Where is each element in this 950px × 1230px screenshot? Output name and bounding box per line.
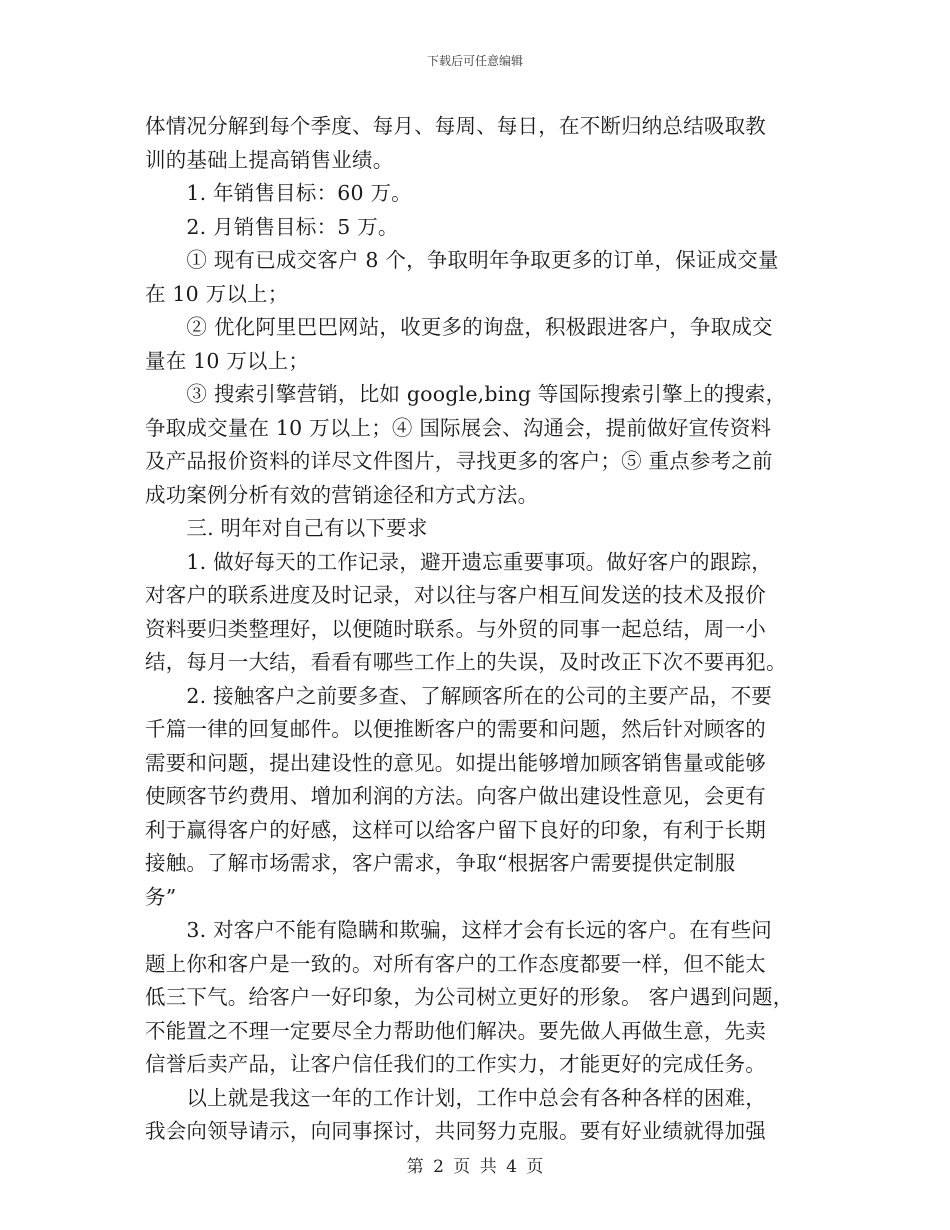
text-line: 接触。了解市场需求，客户需求，争取“根据客户需要提供定制服 <box>145 851 736 875</box>
text-line: 对客户的联系进度及时记录，对以往与客户相互间发送的技术及报价 <box>145 583 766 607</box>
text-line: ① 现有已成交客户 8 个，争取明年争取更多的订单，保证成交量 <box>145 248 779 272</box>
text-line: 成功案例分析有效的营销途径和方式方法。 <box>145 482 539 507</box>
text-line: 体情况分解到每个季度、每月、每周、每日，在不断归纳总结吸取教 <box>145 114 766 138</box>
text-line: 不能置之不理一定要尽全力帮助他们解决。要先做人再做生意，先卖 <box>145 1018 766 1043</box>
text-line: 使顾客节约费用、增加利润的方法。向客户做出建设性意见，会更有 <box>145 784 766 808</box>
text-line: 在 10 万以上； <box>145 281 289 306</box>
page-footer: 第 2 页 共 4 页 <box>406 1157 544 1177</box>
text-line: 争取成交量在 10 万以上；④ 国际展会、沟通会，提前做好宣传资料 <box>145 415 772 440</box>
text-line: 低三下气。给客户一好印象，为公司树立更好的形象。 客户遇到问题， <box>145 985 794 1009</box>
document-body <box>145 110 810 1149</box>
text-line: 我会向领导请示，向同事探讨，共同努力克服。要有好业绩就得加强 <box>145 1119 766 1143</box>
text-line: 利于赢得客户的好感，这样可以给客户留下良好的印象，有利于长期 <box>145 817 766 842</box>
text-line: 三. 明年对自己有以下要求 <box>145 516 428 540</box>
text-line: 结，每月一大结，看看有哪些工作上的失误，及时改正下次不要再犯。 <box>145 650 787 674</box>
text-line: 1. 做好每天的工作记录，避开遗忘重要事项。做好客户的跟踪， <box>145 549 772 574</box>
text-line: ② 优化阿里巴巴网站，收更多的询盘，积极跟进客户，争取成交 <box>145 315 773 339</box>
text-line: 题上你和客户是一致的。对所有客户的工作态度都要一样，但不能太 <box>145 951 766 976</box>
text-line: 训的基础上提高销售业绩。 <box>145 147 394 172</box>
text-line: 3. 对客户不能有隐瞒和欺骗，这样才会有长远的客户。在有些问 <box>145 918 772 942</box>
text-line: 1. 年销售目标：60 万。 <box>145 181 412 205</box>
text-line: 以上就是我这一年的工作计划，工作中总会有各种各样的困难， <box>145 1085 766 1110</box>
page-header: 下载后可任意编辑 <box>426 54 523 68</box>
text-line: ③ 搜索引擎营销，比如 google,bing 等国际搜索引擎上的搜索， <box>145 382 787 406</box>
text-line: 务” <box>145 884 177 909</box>
text-line: 资料要归类整理好，以便随时联系。与外贸的同事一起总结，周一小 <box>145 616 766 641</box>
text-line: 信誉后卖产品，让客户信任我们的工作实力，才能更好的完成任务。 <box>145 1052 766 1076</box>
text-line: 2. 接触客户之前要多查、了解顾客所在的公司的主要产品，不要 <box>145 683 772 708</box>
text-line: 2. 月销售目标：5 万。 <box>145 214 399 239</box>
text-line: 及产品报价资料的详尽文件图片，寻找更多的客户；⑤ 重点参考之前 <box>145 449 773 473</box>
text-line: 千篇一律的回复邮件。以便推断客户的需要和问题，然后针对顾客的 <box>145 717 766 741</box>
text-line: 需要和问题，提出建设性的意见。如提出能够增加顾客销售量或能够 <box>145 750 766 775</box>
text-line: 量在 10 万以上； <box>145 348 310 373</box>
